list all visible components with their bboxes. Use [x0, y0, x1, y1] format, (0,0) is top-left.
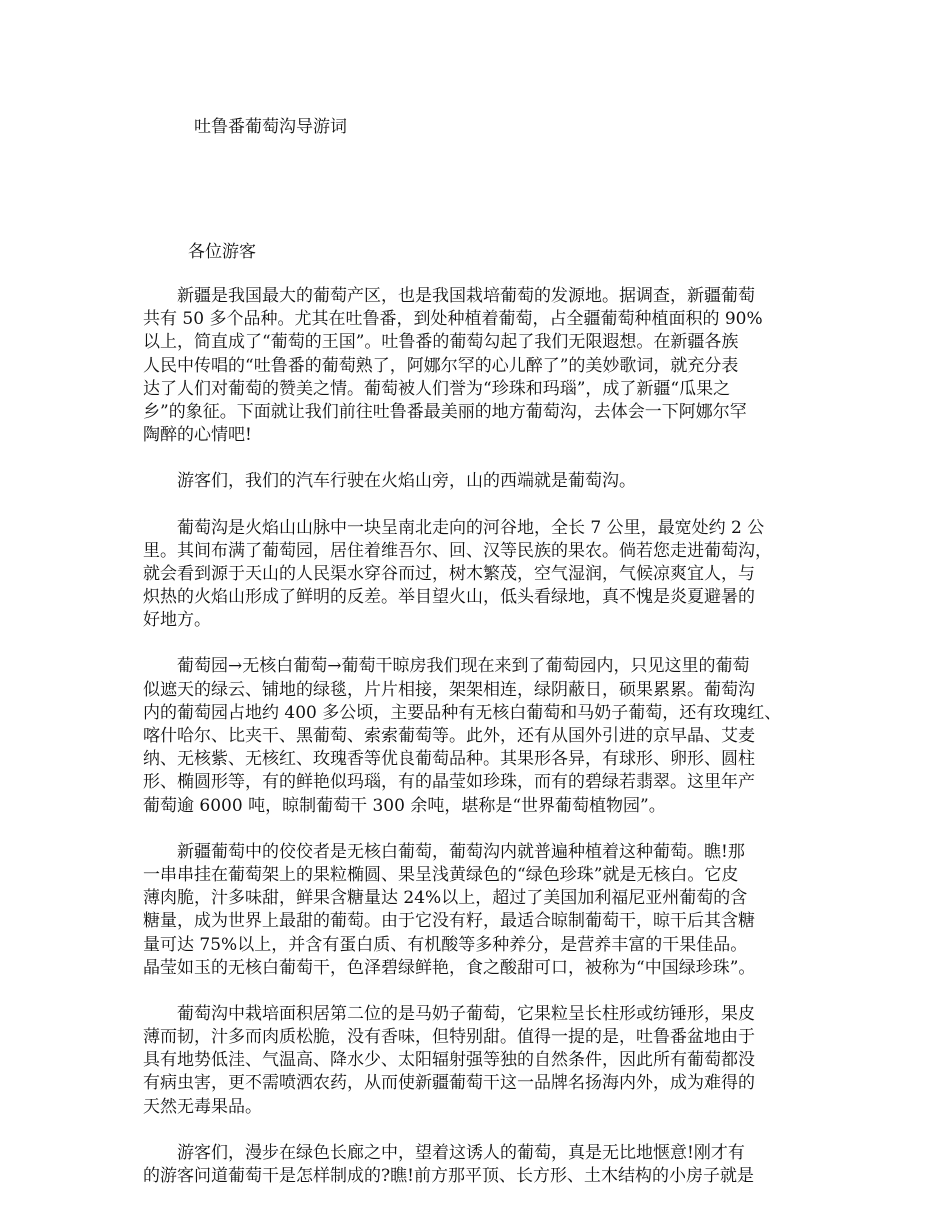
paragraph — [143, 517, 833, 633]
text-line: 葡萄沟是火焰山山脉中一块呈南北走向的河谷地，全长 7 公里，最宽处约 2 公 — [177, 517, 765, 538]
paragraph — [143, 1142, 833, 1188]
text-line: 以上，简直成了“葡萄的王国”。吐鲁番的葡萄勾起了我们无限遐想。在新疆各族 — [143, 332, 739, 353]
text-line: 炽热的火焰山形成了鲜明的反差。举目望火山，低头看绿地，真不愧是炎夏避暑的 — [143, 587, 755, 608]
text-line: 似遮天的绿云、铺地的绿毯，片片相接，架架相连，绿阴蔽日，硕果累累。葡萄沟 — [143, 679, 755, 700]
text-line: 喀什哈尔、比夹干、黑葡萄、索索葡萄等。此外，还有从国外引进的京早晶、艾麦 — [143, 726, 755, 746]
text-line: 纳、无核紫、无核红、玫瑰香等优良葡萄品种。其果形各异，有球形、卵形、圆柱 — [143, 749, 755, 770]
text-line: 葡萄逾 6000 吨，晾制葡萄干 300 余吨，堪称是“世界葡萄植物园”。 — [143, 795, 666, 816]
text-line: 就会看到源于天山的人民渠水穿谷而过，树木繁茂，空气湿润，气候凉爽宜人，与 — [143, 563, 755, 584]
text-line: 游客们，漫步在绿色长廊之中，望着这诱人的葡萄，真是无比地惬意!刚才有 — [177, 1142, 745, 1163]
text-line: 葡萄园→无核白葡萄→葡萄干晾房我们现在来到了葡萄园内，只见这里的葡萄 — [177, 656, 750, 677]
text-line: 一串串挂在葡萄架上的果粒椭圆、果呈浅黄绿色的“绿色珍珠”就是无核白。它皮 — [143, 864, 739, 885]
paragraph — [143, 841, 833, 980]
text-line: 量可达 75%以上，并含有蛋白质、有机酸等多种养分，是营养丰富的干果佳品。 — [143, 934, 748, 955]
paragraph — [143, 470, 833, 493]
text-line: 里。其间布满了葡萄园，居住着维吾尔、回、汉等民族的果农。倘若您走进葡萄沟， — [143, 540, 772, 561]
paragraph — [143, 285, 833, 447]
text-line: 内的葡萄园占地约 400 多公顷，主要品种有无核白葡萄和马奶子葡萄，还有玫瑰红、 — [143, 702, 782, 723]
text-line: 游客们，我们的汽车行驶在火焰山旁，山的西端就是葡萄沟。 — [177, 471, 636, 492]
text-line: 葡萄沟中栽培面积居第二位的是马奶子葡萄，它果粒呈长柱形或纺锤形，果皮 — [177, 1003, 755, 1024]
text-line: 薄肉脆，汁多味甜，鲜果含糖量达 24%以上，超过了美国加利福尼亚州葡萄的含 — [143, 888, 748, 909]
text-line: 共有 50 多个品种。尤其在吐鲁番，到处种植着葡萄，占全疆葡萄种植面积的 90% — [143, 309, 763, 330]
text-line: 糖量，成为世界上最甜的葡萄。由于它没有籽，最适合晾制葡萄干，晾干后其含糖 — [143, 911, 755, 932]
text-line: 形、椭圆形等，有的鲜艳似玛瑙，有的晶莹如珍珠，而有的碧绿若翡翠。这里年产 — [143, 772, 755, 793]
text-line: 的游客问道葡萄干是怎样制成的?瞧!前方那平顶、长方形、土木结构的小房子就是 — [143, 1166, 754, 1186]
paragraph — [143, 1003, 833, 1119]
text-line: 陶醉的心情吧! — [143, 425, 252, 446]
text-line: 具有地势低洼、气温高、降水少、太阳辐射强等独的自然条件，因此所有葡萄都没 — [143, 1050, 755, 1071]
document-body — [143, 285, 833, 1211]
text-line: 新疆葡萄中的佼佼者是无核白葡萄，葡萄沟内就普遍种植着这种葡萄。瞧!那 — [177, 841, 745, 862]
text-line: 晶莹如玉的无核白葡萄干，色泽碧绿鲜艳，食之酸甜可口，被称为“中国绿珍珠”。 — [143, 957, 756, 978]
document-title: 吐鲁番葡萄沟导游词 — [194, 117, 347, 137]
text-line: 达了人们对葡萄的赞美之情。葡萄被人们誉为“珍珠和玛瑙”，成了新疆“瓜果之 — [143, 378, 731, 399]
text-line: 新疆是我国最大的葡萄产区，也是我国栽培葡萄的发源地。据调查，新疆葡萄 — [177, 286, 755, 306]
text-line: 人民中传唱的“吐鲁番的葡萄熟了，阿娜尔罕的心儿醉了”的美妙歌词，就充分表 — [143, 355, 739, 376]
text-line: 好地方。 — [143, 610, 211, 631]
text-line: 天然无毒果品。 — [143, 1096, 262, 1117]
text-line: 薄而韧，汁多而肉质松脆，没有香味，但特别甜。值得一提的是，吐鲁番盆地由于 — [143, 1027, 755, 1048]
greeting: 各位游客 — [188, 242, 256, 262]
text-line: 乡”的象征。下面就让我们前往吐鲁番最美丽的地方葡萄沟，去体会一下阿娜尔罕 — [143, 401, 747, 422]
paragraph — [143, 655, 833, 817]
text-line: 有病虫害，更不需喷洒农药，从而使新疆葡萄干这一品牌名扬海内外，成为难得的 — [143, 1073, 755, 1094]
